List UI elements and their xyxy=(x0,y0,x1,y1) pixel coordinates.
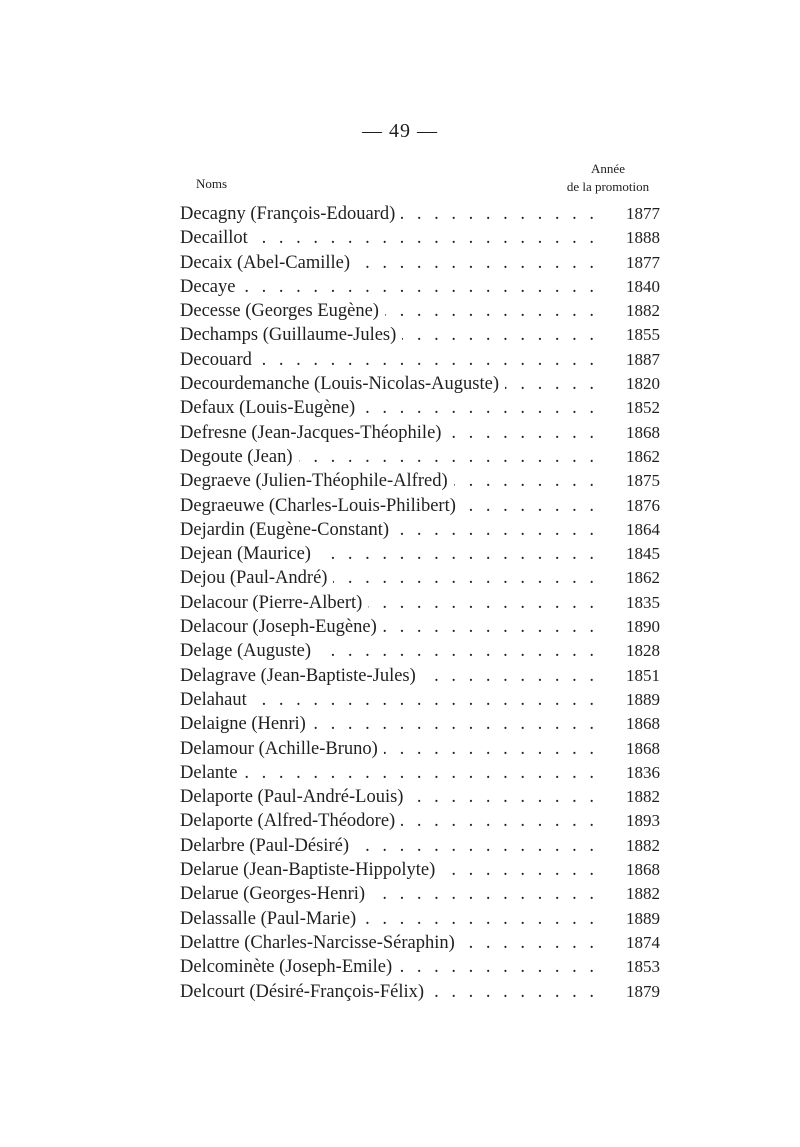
entry-year: 1836 xyxy=(626,762,660,782)
list-item xyxy=(180,714,660,738)
list-item xyxy=(180,593,660,617)
dot-leader xyxy=(383,617,598,638)
list-item xyxy=(180,204,660,228)
entry-year: 1893 xyxy=(626,811,660,831)
dot-leader xyxy=(409,787,598,808)
dot-leader xyxy=(384,739,598,760)
list-item xyxy=(180,496,660,520)
entry-name: Decaye xyxy=(180,276,236,297)
dot-leader xyxy=(462,496,598,517)
list-item xyxy=(180,228,660,252)
entry-year: 1888 xyxy=(626,228,660,248)
entry-name: Degoute (Jean) xyxy=(180,446,293,467)
dot-leader xyxy=(447,423,598,444)
entry-name: Decouard xyxy=(180,349,252,370)
list-item xyxy=(180,350,660,374)
entry-name: Delassalle (Paul-Marie) xyxy=(180,908,357,929)
list-item xyxy=(180,544,660,568)
entry-name: Delattre (Charles-Narcisse-Séraphin) xyxy=(180,932,455,953)
entry-year: 1840 xyxy=(626,276,660,296)
list-item xyxy=(180,301,660,325)
dot-leader xyxy=(454,471,598,492)
dot-leader xyxy=(368,593,598,614)
dot-leader xyxy=(430,982,598,1003)
list-item xyxy=(180,253,660,277)
entry-name: Delarbre (Paul-Désiré) xyxy=(180,835,349,856)
entry-year: 1852 xyxy=(626,398,660,418)
dot-leader xyxy=(241,277,598,298)
list-item xyxy=(180,957,660,981)
list-item xyxy=(180,836,660,860)
column-header-year-line2: de la promotion xyxy=(566,179,650,194)
entry-name: Delcourt (Désiré-François-Félix) xyxy=(180,981,425,1002)
dot-leader xyxy=(402,325,598,346)
list-item xyxy=(180,277,660,301)
entry-name: Delcominète (Joseph-Emile) xyxy=(180,957,393,978)
entry-year: 1876 xyxy=(626,495,660,515)
dot-leader xyxy=(371,884,598,905)
entry-year: 1879 xyxy=(626,981,660,1001)
list-item xyxy=(180,763,660,787)
dot-leader xyxy=(441,860,598,881)
entry-year: 1851 xyxy=(626,665,660,685)
list-item xyxy=(180,690,660,714)
entry-name: Dejean (Maurice) xyxy=(180,544,311,565)
list-item xyxy=(180,982,660,1006)
entry-name: Delarue (Jean-Baptiste-Hippolyte) xyxy=(180,860,436,881)
dot-leader xyxy=(299,447,599,468)
list-item xyxy=(180,568,660,592)
entry-name: Delaporte (Alfred-Théodore) xyxy=(180,811,396,832)
entry-year: 1828 xyxy=(626,641,660,661)
entry-year: 1862 xyxy=(626,568,660,588)
dot-leader xyxy=(362,909,598,930)
entry-year: 1864 xyxy=(626,519,660,539)
dot-leader xyxy=(395,520,598,541)
entry-name: Dechamps (Guillaume-Jules) xyxy=(180,325,397,346)
dot-leader xyxy=(244,763,598,784)
dot-leader xyxy=(461,933,598,954)
dot-leader xyxy=(401,811,598,832)
entry-list xyxy=(180,204,660,1006)
list-item xyxy=(180,423,660,447)
entry-name: Delaporte (Paul-André-Louis) xyxy=(180,787,404,808)
entry-name: Decourdemanche (Louis-Nicolas-Auguste) xyxy=(180,374,500,395)
dot-leader xyxy=(312,714,598,735)
entry-name: Defresne (Jean-Jacques-Théophile) xyxy=(180,422,442,443)
entry-year: 1877 xyxy=(626,252,660,272)
entry-name: Delacour (Joseph-Eugène) xyxy=(180,617,377,638)
entry-year: 1835 xyxy=(626,592,660,612)
list-item xyxy=(180,325,660,349)
entry-name: Delaigne (Henri) xyxy=(180,714,306,735)
entry-name: Dejardin (Eugène-Constant) xyxy=(180,519,390,540)
entry-name: Dejou (Paul-André) xyxy=(180,568,328,589)
entry-year: 1882 xyxy=(626,787,660,807)
entry-name: Decaix (Abel-Camille) xyxy=(180,252,351,273)
list-item xyxy=(180,666,660,690)
entry-year: 1868 xyxy=(626,860,660,880)
entry-year: 1862 xyxy=(626,446,660,466)
entry-name: Delagrave (Jean-Baptiste-Jules) xyxy=(180,665,416,686)
entry-name: Decaillot xyxy=(180,228,248,249)
entry-name: Delamour (Achille-Bruno) xyxy=(180,738,378,759)
entry-year: 1868 xyxy=(626,422,660,442)
entry-name: Delage (Auguste) xyxy=(180,641,311,662)
column-header-year xyxy=(548,160,668,196)
column-header-names: Noms xyxy=(196,176,228,191)
entry-year: 1890 xyxy=(626,617,660,637)
list-item xyxy=(180,447,660,471)
dot-leader xyxy=(355,836,598,857)
dot-leader xyxy=(422,666,598,687)
entry-year: 1845 xyxy=(626,544,660,564)
list-item xyxy=(180,933,660,957)
entry-year: 1877 xyxy=(626,204,660,223)
entry-year: 1868 xyxy=(626,714,660,734)
list-item xyxy=(180,739,660,763)
dot-leader xyxy=(254,228,598,249)
entry-year: 1875 xyxy=(626,471,660,491)
list-item xyxy=(180,520,660,544)
entry-year: 1882 xyxy=(626,884,660,904)
list-item xyxy=(180,884,660,908)
entry-year: 1889 xyxy=(626,908,660,928)
entry-name: Decagny (François-Edouard) xyxy=(180,204,396,224)
list-item xyxy=(180,787,660,811)
entry-name: Degraeve (Julien-Théophile-Alfred) xyxy=(180,471,448,492)
entry-year: 1874 xyxy=(626,932,660,952)
list-item xyxy=(180,398,660,422)
list-item xyxy=(180,811,660,835)
dot-leader xyxy=(356,253,598,274)
dot-leader xyxy=(317,544,598,565)
dot-leader xyxy=(333,568,598,589)
entry-year: 1882 xyxy=(626,301,660,321)
dot-leader xyxy=(317,641,598,662)
page-number: — 49 — xyxy=(362,120,438,142)
entry-name: Delarue (Georges-Henri) xyxy=(180,884,366,905)
dot-leader xyxy=(398,957,598,978)
entry-name: Delacour (Pierre-Albert) xyxy=(180,592,363,613)
list-item xyxy=(180,909,660,933)
list-item xyxy=(180,374,660,398)
entry-year: 1820 xyxy=(626,374,660,394)
entry-year: 1889 xyxy=(626,689,660,709)
list-item xyxy=(180,617,660,641)
entry-name: Delahaut xyxy=(180,689,247,710)
dot-leader xyxy=(253,690,598,711)
entry-year: 1868 xyxy=(626,738,660,758)
entry-year: 1887 xyxy=(626,349,660,369)
entry-name: Degraeuwe (Charles-Louis-Philibert) xyxy=(180,495,456,516)
entry-year: 1853 xyxy=(626,957,660,977)
entry-name: Delante xyxy=(180,762,238,783)
dot-leader xyxy=(258,350,598,371)
list-item xyxy=(180,860,660,884)
list-item xyxy=(180,641,660,665)
list-item xyxy=(180,471,660,495)
dot-leader xyxy=(505,374,598,395)
entry-year: 1882 xyxy=(626,835,660,855)
dot-leader xyxy=(385,301,598,322)
column-header-year-line1: Année xyxy=(591,161,625,176)
dot-leader xyxy=(401,204,598,225)
entry-name: Decesse (Georges Eugène) xyxy=(180,301,379,322)
dot-leader xyxy=(361,398,598,419)
entry-year: 1855 xyxy=(626,325,660,345)
entry-name: Defaux (Louis-Eugène) xyxy=(180,398,356,419)
